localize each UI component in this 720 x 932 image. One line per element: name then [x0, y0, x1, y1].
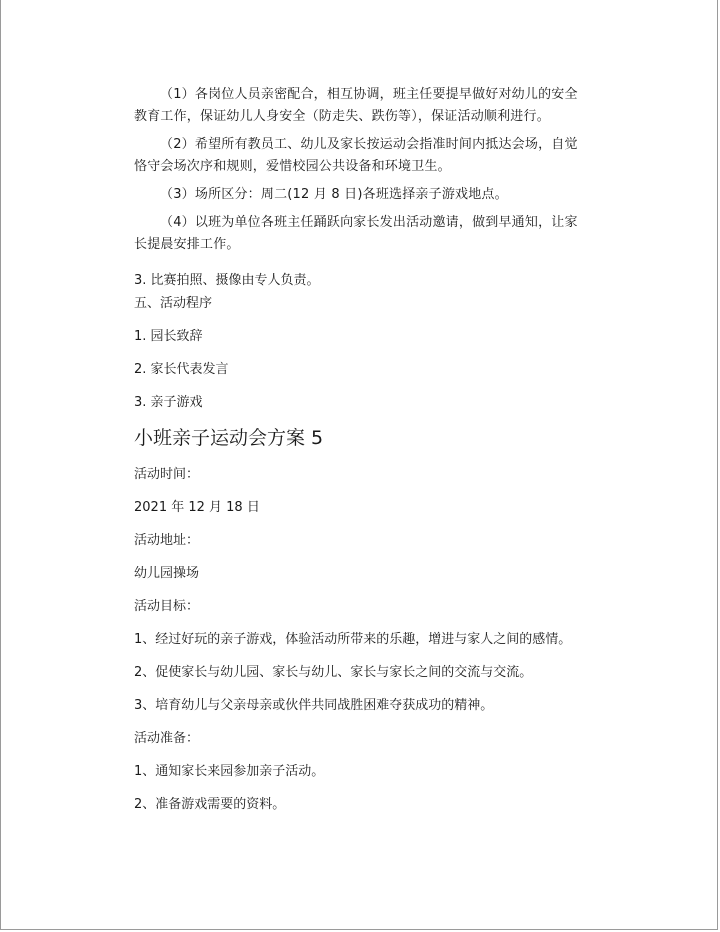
section-procedure-title: 五、活动程序: [134, 296, 213, 311]
section-heading: 小班亲子运动会方案 5: [134, 427, 324, 449]
label-activity-goals: 活动目标：: [134, 599, 200, 614]
preparation-item-1: 1、通知家长来园参加亲子活动。: [134, 764, 325, 779]
goal-item-3: 3、培育幼儿与父亲母亲或伙伴共同战胜困难夺获成功的精神。: [134, 698, 494, 713]
value-activity-date: 2021 年 12 月 18 日: [134, 500, 260, 515]
paragraph-venue: （3）场所区分：周二(12 月 8 日)各班选择亲子游戏地点。: [160, 187, 508, 202]
preparation-item-2: 2、准备游戏需要的资料。: [134, 797, 286, 812]
value-activity-location: 幼儿园操场: [134, 566, 200, 581]
document-body: [134, 84, 584, 816]
paragraph-invitation: （4）以班为单位各班主任踊跃向家长发出活动邀请，做到早通知，让家长提晨安排工作。: [134, 215, 578, 252]
procedure-item-1: 1. 园长致辞: [134, 329, 203, 344]
goal-item-2: 2、促使家长与幼儿园、家长与幼儿、家长与家长之间的交流与交流。: [134, 665, 533, 680]
item-photography: 3. 比赛拍照、摄像由专人负责。: [134, 273, 320, 288]
label-activity-time: 活动时间：: [134, 467, 200, 482]
procedure-item-2: 2. 家长代表发言: [134, 362, 229, 377]
label-activity-location: 活动地址：: [134, 533, 200, 548]
goal-item-1: 1、经过好玩的亲子游戏，体验活动所带来的乐趣，增进与家人之间的感情。: [134, 632, 572, 647]
paragraph-safety: （1）各岗位人员亲密配合，相互协调，班主任要提早做好对幼儿的安全教育工作，保证幼儿人身安全（防走失、跌伤等），保证活动顺利进行。: [134, 87, 578, 124]
label-activity-preparation: 活动准备：: [134, 731, 200, 746]
paragraph-arrival: （2）希望所有教员工、幼儿及家长按运动会指准时间内抵达会场，自觉恪守会场次序和规则，爱惜校园公共设备和环境卫生。: [134, 137, 578, 174]
procedure-item-3: 3. 亲子游戏: [134, 395, 203, 410]
